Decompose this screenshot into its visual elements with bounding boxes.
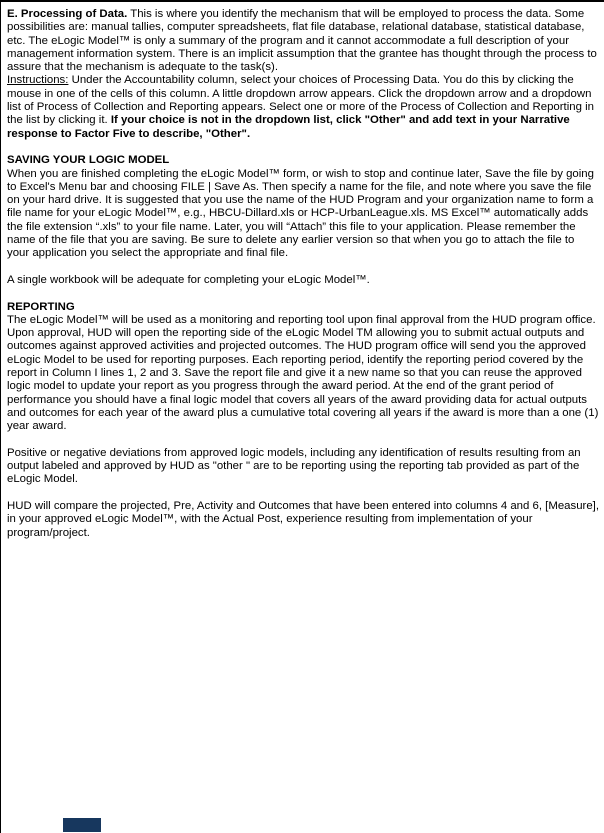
- reporting-paragraph-3: HUD will compare the projected, Pre, Activity and Outcomes that have been entered into columns 4 and 6, [Measure], in your approved eLogic Model™, with the Actual Post, experience resulting from implementation of your program/project.: [7, 499, 599, 539]
- reporting-paragraph-2: Positive or negative deviations from approved logic models, including any identification of results resulting from an output labeled and approved by HUD as "other " are to be reporting using the reporting tab provided as part of the eLogic Model.: [7, 446, 581, 486]
- section-e-heading: E. Processing of Data.: [7, 8, 128, 20]
- blue-bar-marker: [63, 818, 101, 832]
- reporting-paragraph-1: The eLogic Model™ will be used as a monitoring and reporting tool upon final approval from the HUD program office. Upon approval, HUD will open the reporting side of the eLogic Model TM allowing you to submit actual outputs and outcomes against approved activities and projected outcomes. The HUD program office will send you the approved eLogic Model to be used for reporting purposes. Each reporting period, identify the reporting period covered by the report in Column I lines 1, 2 and 3. Save the report file and give it a new name so that you can reuse the approved logic model to update your report as you progress through the award period. At the end of the grant period of performance you should have a final logic model that covers all years of the award providing data for actual outputs and outcomes for each year of the award plus a cumulative total covering all years if the award is more than a one (1) year award.: [7, 313, 599, 433]
- spacer: [7, 141, 599, 154]
- section-e-body: This is where you identify the mechanism that will be employed to process the data. Some possibilities are: manual tallies, computer spreadsheets, flat file database, relational database, statistical database, etc. The eLogic Model™ is only a summary of the program and it cannot accommodate a full description of your management information system. There is an implicit assumption that the grantee has thought through the process to assure that the mechanism is adequate to the task(s).: [7, 8, 597, 74]
- spacer: [7, 261, 599, 274]
- instructions-paragraph: [7, 74, 599, 140]
- reporting-heading: REPORTING: [7, 300, 75, 313]
- saving-paragraph-1: When you are finished completing the eLogic Model™ form, or wish to stop and continue later, Save the file by going to Excel's Menu bar and choosing FILE | Save As. Then specify a name for the file, and note where you save the file on your hard drive. It is suggested that you use the name of the HUD Program and your organization name to form a file name for your eLogic Model™, e.g., HBCU-Dillard.xls or HCP-UrbanLeague.xls. MS Excel™ automatically adds the file extension “.xls” to your file name. Later, you will “Attach” this file to your application. Please remember the name of the file that you are saving. Be sure to delete any earlier version so that when you go to attach the file to your application you select the appropriate and final file.: [7, 167, 594, 260]
- instructions-label: Instructions:: [7, 74, 69, 87]
- spacer: [7, 434, 599, 447]
- instructions-body: Under the Accountability column, select your choices of Processing Data. You do this by clicking the mouse in one of the cells of this column. A little dropdown arrow appears. Click the dropdown arrow and a dropdown list of Process of Collection and Reporting appears. Select one or more of the Process of Collection and Reporting in the list by clicking it.: [7, 74, 594, 127]
- saving-paragraph-2: A single workbook will be adequate for completing your eLogic Model™.: [7, 273, 370, 286]
- section-e-paragraph: [7, 8, 599, 74]
- instructions-bold-note: If your choice is not in the dropdown list, click "Other" and add text in your Narrative response to Factor Five to describe, "Other".: [7, 114, 570, 140]
- saving-heading: SAVING YOUR LOGIC MODEL: [7, 154, 170, 167]
- spacer: [7, 487, 599, 500]
- spacer: [7, 287, 599, 300]
